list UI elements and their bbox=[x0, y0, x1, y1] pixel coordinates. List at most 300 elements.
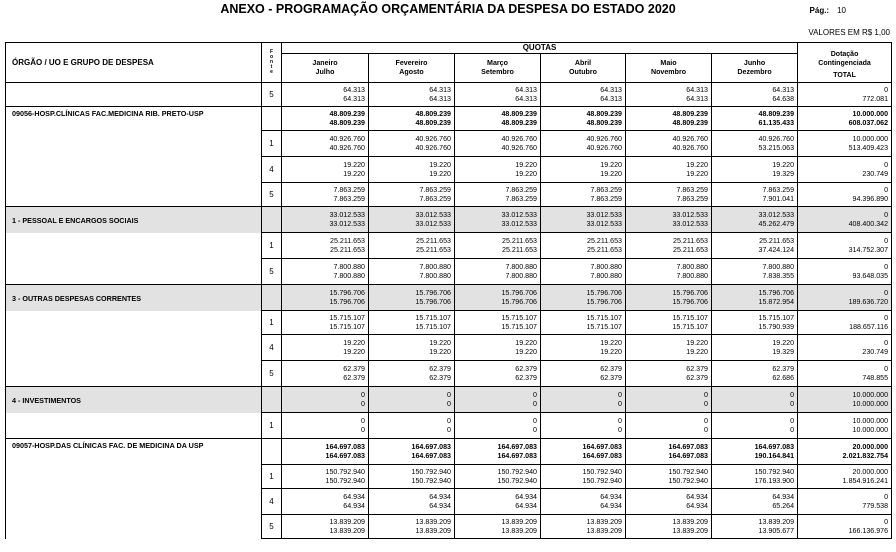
value-second-semester: 0 bbox=[361, 425, 365, 434]
quota-cell bbox=[626, 83, 712, 107]
row-fonte bbox=[262, 285, 282, 311]
value-second-semester: 150.792.940 bbox=[668, 476, 708, 485]
value-first-semester: 164.697.083 bbox=[668, 442, 708, 451]
value-second-semester: 7.800.880 bbox=[333, 271, 365, 280]
quota-cell bbox=[712, 207, 798, 233]
row-fonte: 4 bbox=[262, 335, 282, 361]
value-second-semester: 1.854.916.241 bbox=[842, 476, 889, 485]
value-second-semester: 15.796.706 bbox=[501, 297, 537, 306]
value-first-semester: 150.792.940 bbox=[754, 467, 795, 476]
header-orgao: ÓRGÃO / UO E GRUPO DE DESPESA bbox=[6, 43, 262, 83]
value-second-semester: 7.800.880 bbox=[676, 271, 708, 280]
value-second-semester: 64.934 bbox=[343, 501, 365, 510]
value-second-semester: 48.809.239 bbox=[501, 118, 537, 127]
row-fonte: 4 bbox=[262, 489, 282, 515]
value-first-semester: 0 bbox=[790, 390, 795, 399]
value-second-semester: 0 bbox=[704, 425, 708, 434]
quota-cell bbox=[541, 489, 626, 515]
quota-cell bbox=[282, 489, 369, 515]
header-month-1: Janeiro Julho bbox=[282, 54, 369, 83]
quota-cell bbox=[541, 465, 626, 489]
quota-cell bbox=[541, 361, 626, 387]
quota-cell bbox=[455, 83, 541, 107]
value-second-semester: 25.211.653 bbox=[416, 245, 451, 254]
dotacao-cell bbox=[798, 183, 892, 207]
value-second-semester: 7.838.355 bbox=[762, 271, 795, 280]
quota-cell bbox=[626, 107, 712, 131]
value-second-semester: 62.379 bbox=[686, 373, 708, 382]
quota-cell bbox=[455, 107, 541, 131]
value-second-semester: 164.697.083 bbox=[411, 451, 451, 460]
value-first-semester: 33.012.533 bbox=[501, 210, 537, 219]
value-first-semester: 0 bbox=[447, 416, 451, 425]
value-second-semester: 13.839.209 bbox=[501, 526, 537, 535]
value-first-semester: 64.934 bbox=[772, 492, 795, 501]
dotacao-cell bbox=[798, 515, 892, 539]
value-first-semester: 150.792.940 bbox=[497, 467, 537, 476]
value-first-semester: 0 bbox=[884, 185, 889, 194]
value-second-semester: 15.796.706 bbox=[586, 297, 622, 306]
quota-cell bbox=[282, 83, 369, 107]
quota-cell bbox=[455, 465, 541, 489]
table-row bbox=[6, 107, 892, 131]
quota-cell bbox=[541, 107, 626, 131]
value-second-semester: 64.313 bbox=[343, 94, 365, 103]
value-first-semester: 7.800.880 bbox=[590, 262, 622, 271]
row-label bbox=[6, 83, 262, 107]
value-second-semester: 40.926.760 bbox=[672, 143, 708, 152]
quota-cell bbox=[626, 515, 712, 539]
value-second-semester: 64.934 bbox=[429, 501, 451, 510]
header-month-2: Fevereiro Agosto bbox=[369, 54, 455, 83]
value-second-semester: 64.313 bbox=[600, 94, 622, 103]
quota-cell bbox=[626, 131, 712, 157]
quota-cell bbox=[455, 285, 541, 311]
table-row bbox=[6, 233, 892, 259]
value-first-semester: 48.809.239 bbox=[758, 109, 795, 118]
value-second-semester: 7.901.041 bbox=[762, 194, 795, 203]
quota-cell bbox=[541, 131, 626, 157]
value-second-semester: 33.012.533 bbox=[329, 219, 365, 228]
value-second-semester: 15.790.939 bbox=[758, 322, 795, 331]
value-second-semester: 19.220 bbox=[343, 169, 365, 178]
dotacao-cell bbox=[798, 311, 892, 335]
quota-cell bbox=[282, 439, 369, 465]
quota-cell bbox=[455, 207, 541, 233]
value-first-semester: 25.211.653 bbox=[673, 236, 708, 245]
value-first-semester: 0 bbox=[704, 416, 708, 425]
value-second-semester: 64.638 bbox=[772, 94, 795, 103]
value-first-semester: 150.792.940 bbox=[668, 467, 708, 476]
row-fonte: 1 bbox=[262, 311, 282, 335]
quota-cell bbox=[369, 387, 455, 413]
row-label bbox=[6, 233, 262, 259]
value-first-semester: 64.934 bbox=[429, 492, 451, 501]
value-second-semester: 64.313 bbox=[515, 94, 537, 103]
value-first-semester: 7.863.259 bbox=[333, 185, 365, 194]
page-label: Pág.: bbox=[809, 6, 830, 15]
value-second-semester: 7.863.259 bbox=[505, 194, 537, 203]
quota-cell bbox=[541, 285, 626, 311]
quota-cell bbox=[369, 207, 455, 233]
value-second-semester: 19.220 bbox=[515, 169, 537, 178]
quota-cell bbox=[712, 387, 798, 413]
quota-cell bbox=[369, 233, 455, 259]
value-first-semester: 64.934 bbox=[515, 492, 537, 501]
value-second-semester: 408.400.342 bbox=[848, 219, 889, 228]
value-first-semester: 19.220 bbox=[429, 338, 451, 347]
value-second-semester: 19.329 bbox=[772, 169, 795, 178]
row-fonte bbox=[262, 207, 282, 233]
row-fonte bbox=[262, 107, 282, 131]
value-second-semester: 164.697.083 bbox=[325, 451, 365, 460]
value-second-semester: 15.715.107 bbox=[586, 322, 622, 331]
value-second-semester: 748.855 bbox=[862, 373, 889, 382]
quota-cell bbox=[712, 489, 798, 515]
value-first-semester: 13.839.209 bbox=[586, 517, 622, 526]
value-second-semester: 7.863.259 bbox=[676, 194, 708, 203]
value-second-semester: 37.424.124 bbox=[758, 245, 795, 254]
table-row bbox=[6, 335, 892, 361]
value-first-semester: 33.012.533 bbox=[415, 210, 451, 219]
quota-cell bbox=[541, 259, 626, 285]
value-second-semester: 53.215.063 bbox=[758, 143, 795, 152]
quota-cell bbox=[626, 439, 712, 465]
value-first-semester: 64.313 bbox=[686, 85, 708, 94]
value-first-semester: 7.863.259 bbox=[676, 185, 708, 194]
value-second-semester: 48.809.239 bbox=[586, 118, 622, 127]
quota-cell bbox=[369, 465, 455, 489]
value-first-semester: 7.863.259 bbox=[590, 185, 622, 194]
quota-cell bbox=[455, 413, 541, 439]
value-first-semester: 0 bbox=[884, 517, 889, 526]
quota-cell bbox=[712, 413, 798, 439]
header-fonte bbox=[262, 43, 282, 83]
fonte-header-letter: o bbox=[269, 54, 274, 60]
quota-cell bbox=[369, 131, 455, 157]
value-second-semester: 25.211.653 bbox=[673, 245, 708, 254]
value-first-semester: 15.715.107 bbox=[501, 313, 537, 322]
dotacao-cell bbox=[798, 413, 892, 439]
value-first-semester: 40.926.760 bbox=[415, 134, 451, 143]
quota-cell bbox=[455, 157, 541, 183]
row-label bbox=[6, 131, 262, 157]
value-first-semester: 33.012.533 bbox=[758, 210, 795, 219]
value-first-semester: 64.313 bbox=[515, 85, 537, 94]
quota-cell bbox=[712, 131, 798, 157]
value-second-semester: 13.905.677 bbox=[758, 526, 795, 535]
value-second-semester: 15.715.107 bbox=[329, 322, 365, 331]
row-label: 1 - PESSOAL E ENCARGOS SOCIAIS bbox=[6, 207, 262, 233]
value-first-semester: 40.926.760 bbox=[586, 134, 622, 143]
row-fonte: 5 bbox=[262, 83, 282, 107]
quota-cell bbox=[282, 311, 369, 335]
value-first-semester: 10.000.000 bbox=[852, 134, 889, 143]
value-first-semester: 62.379 bbox=[772, 364, 795, 373]
value-first-semester: 64.934 bbox=[343, 492, 365, 501]
value-first-semester: 15.715.107 bbox=[415, 313, 451, 322]
value-second-semester: 25.211.653 bbox=[502, 245, 537, 254]
value-first-semester: 13.839.209 bbox=[758, 517, 795, 526]
value-first-semester: 15.796.706 bbox=[501, 288, 537, 297]
quota-cell bbox=[369, 413, 455, 439]
quota-cell bbox=[455, 515, 541, 539]
value-first-semester: 33.012.533 bbox=[329, 210, 365, 219]
value-first-semester: 62.379 bbox=[686, 364, 708, 373]
row-fonte: 1 bbox=[262, 413, 282, 439]
row-fonte bbox=[262, 439, 282, 465]
table-row bbox=[6, 183, 892, 207]
quota-cell bbox=[369, 157, 455, 183]
value-second-semester: 15.796.706 bbox=[672, 297, 708, 306]
value-second-semester: 0 bbox=[618, 399, 622, 408]
value-first-semester: 0 bbox=[361, 390, 365, 399]
value-second-semester: 93.648.035 bbox=[852, 271, 889, 280]
value-second-semester: 25.211.653 bbox=[330, 245, 365, 254]
header-month-6: Junho Dezembro bbox=[712, 54, 798, 83]
row-label bbox=[6, 465, 262, 489]
quota-cell bbox=[626, 361, 712, 387]
quota-cell bbox=[282, 515, 369, 539]
value-second-semester: 608.037.062 bbox=[848, 118, 889, 127]
quota-cell bbox=[626, 335, 712, 361]
value-first-semester: 40.926.760 bbox=[758, 134, 795, 143]
quota-cell bbox=[455, 439, 541, 465]
row-label: 3 - OUTRAS DESPESAS CORRENTES bbox=[6, 285, 262, 311]
value-first-semester: 15.796.706 bbox=[672, 288, 708, 297]
currency-note: VALORES EM R$ 1,00 bbox=[808, 28, 890, 37]
table-row bbox=[6, 83, 892, 107]
dotacao-cell bbox=[798, 207, 892, 233]
quota-cell bbox=[282, 131, 369, 157]
row-label: 09056-HOSP.CLÍNICAS FAC.MEDICINA RIB. PRETO-USP bbox=[6, 107, 262, 131]
table-row bbox=[6, 361, 892, 387]
value-second-semester: 0 bbox=[447, 425, 451, 434]
value-first-semester: 0 bbox=[884, 313, 889, 322]
value-first-semester: 0 bbox=[618, 390, 622, 399]
value-second-semester: 19.220 bbox=[600, 169, 622, 178]
value-second-semester: 166.136.976 bbox=[848, 526, 889, 535]
value-second-semester: 772.081 bbox=[862, 94, 889, 103]
row-label bbox=[6, 361, 262, 387]
quota-cell bbox=[369, 489, 455, 515]
value-second-semester: 33.012.533 bbox=[672, 219, 708, 228]
value-second-semester: 65.264 bbox=[772, 501, 795, 510]
row-label: 09057-HOSP.DAS CLÍNICAS FAC. DE MEDICINA DA USP bbox=[6, 439, 262, 465]
value-first-semester: 62.379 bbox=[343, 364, 365, 373]
quota-cell bbox=[369, 439, 455, 465]
row-label bbox=[6, 259, 262, 285]
quota-cell bbox=[712, 83, 798, 107]
value-second-semester: 164.697.083 bbox=[582, 451, 622, 460]
value-first-semester: 48.809.239 bbox=[415, 109, 451, 118]
header-month-5: Maio Novembro bbox=[626, 54, 712, 83]
value-second-semester: 62.379 bbox=[429, 373, 451, 382]
quota-cell bbox=[541, 207, 626, 233]
row-label bbox=[6, 413, 262, 439]
value-first-semester: 19.220 bbox=[600, 338, 622, 347]
value-first-semester: 62.379 bbox=[515, 364, 537, 373]
value-second-semester: 0 bbox=[533, 425, 537, 434]
value-second-semester: 33.012.533 bbox=[586, 219, 622, 228]
value-second-semester: 513.409.423 bbox=[848, 143, 889, 152]
value-second-semester: 13.839.209 bbox=[586, 526, 622, 535]
value-second-semester: 13.839.209 bbox=[672, 526, 708, 535]
value-second-semester: 2.021.832.754 bbox=[842, 451, 889, 460]
fonte-header-letter: F bbox=[269, 49, 274, 55]
value-second-semester: 62.379 bbox=[600, 373, 622, 382]
value-first-semester: 64.934 bbox=[600, 492, 622, 501]
quota-cell bbox=[541, 387, 626, 413]
quota-cell bbox=[282, 361, 369, 387]
value-first-semester: 25.211.653 bbox=[330, 236, 365, 245]
value-second-semester: 7.863.259 bbox=[419, 194, 451, 203]
quota-cell bbox=[712, 311, 798, 335]
value-second-semester: 64.934 bbox=[515, 501, 537, 510]
value-first-semester: 13.839.209 bbox=[672, 517, 708, 526]
quota-cell bbox=[541, 311, 626, 335]
table-row bbox=[6, 157, 892, 183]
dotacao-cell bbox=[798, 335, 892, 361]
quota-cell bbox=[282, 183, 369, 207]
value-second-semester: 188.657.116 bbox=[849, 322, 889, 331]
value-second-semester: 19.220 bbox=[686, 347, 708, 356]
value-first-semester: 25.211.653 bbox=[587, 236, 622, 245]
row-fonte: 5 bbox=[262, 515, 282, 539]
value-first-semester: 33.012.533 bbox=[586, 210, 622, 219]
quota-cell bbox=[455, 233, 541, 259]
value-first-semester: 64.934 bbox=[686, 492, 708, 501]
row-label bbox=[6, 489, 262, 515]
quota-cell bbox=[712, 233, 798, 259]
quota-cell bbox=[282, 259, 369, 285]
value-first-semester: 7.800.880 bbox=[419, 262, 451, 271]
value-first-semester: 0 bbox=[884, 364, 889, 373]
value-second-semester: 19.329 bbox=[772, 347, 795, 356]
header-dotacao: Dotação Contingenciada TOTAL bbox=[798, 43, 892, 83]
quota-cell bbox=[541, 83, 626, 107]
table-row bbox=[6, 259, 892, 285]
value-first-semester: 0 bbox=[618, 416, 622, 425]
quota-cell bbox=[282, 233, 369, 259]
value-second-semester: 62.686 bbox=[772, 373, 795, 382]
value-first-semester: 15.715.107 bbox=[329, 313, 365, 322]
value-first-semester: 19.220 bbox=[343, 338, 365, 347]
quota-cell bbox=[455, 489, 541, 515]
value-first-semester: 0 bbox=[884, 288, 889, 297]
quota-cell bbox=[626, 207, 712, 233]
value-second-semester: 230.749 bbox=[862, 347, 889, 356]
value-second-semester: 0 bbox=[533, 399, 537, 408]
value-second-semester: 40.926.760 bbox=[415, 143, 451, 152]
value-second-semester: 7.863.259 bbox=[333, 194, 365, 203]
value-second-semester: 64.313 bbox=[429, 94, 451, 103]
value-first-semester: 0 bbox=[884, 262, 889, 271]
quota-cell bbox=[626, 413, 712, 439]
value-second-semester: 48.809.239 bbox=[672, 118, 708, 127]
quota-cell bbox=[712, 439, 798, 465]
row-fonte: 1 bbox=[262, 233, 282, 259]
quota-cell bbox=[541, 233, 626, 259]
value-second-semester: 19.220 bbox=[686, 169, 708, 178]
value-second-semester: 45.262.479 bbox=[758, 219, 795, 228]
value-second-semester: 15.715.107 bbox=[415, 322, 451, 331]
quota-cell bbox=[369, 361, 455, 387]
page-indicator bbox=[810, 6, 846, 15]
value-first-semester: 15.796.706 bbox=[758, 288, 795, 297]
row-label bbox=[6, 311, 262, 335]
value-first-semester: 64.313 bbox=[429, 85, 451, 94]
quota-cell bbox=[369, 183, 455, 207]
value-first-semester: 0 bbox=[884, 85, 889, 94]
quota-cell bbox=[369, 83, 455, 107]
value-first-semester: 19.220 bbox=[772, 160, 795, 169]
value-first-semester: 64.313 bbox=[772, 85, 795, 94]
value-second-semester: 0 bbox=[790, 399, 795, 408]
quota-cell bbox=[712, 335, 798, 361]
value-first-semester: 150.792.940 bbox=[582, 467, 622, 476]
row-label bbox=[6, 157, 262, 183]
value-first-semester: 0 bbox=[790, 416, 795, 425]
table-row bbox=[6, 311, 892, 335]
value-first-semester: 164.697.083 bbox=[497, 442, 537, 451]
quota-cell bbox=[455, 335, 541, 361]
dotacao-cell bbox=[798, 131, 892, 157]
value-second-semester: 13.839.209 bbox=[415, 526, 451, 535]
value-second-semester: 25.211.653 bbox=[587, 245, 622, 254]
value-first-semester: 0 bbox=[884, 210, 889, 219]
dotacao-cell bbox=[798, 157, 892, 183]
quota-cell bbox=[626, 233, 712, 259]
value-first-semester: 164.697.083 bbox=[325, 442, 365, 451]
value-first-semester: 0 bbox=[361, 416, 365, 425]
quota-cell bbox=[541, 413, 626, 439]
value-second-semester: 64.934 bbox=[686, 501, 708, 510]
quota-cell bbox=[369, 107, 455, 131]
quota-cell bbox=[712, 157, 798, 183]
value-first-semester: 25.211.653 bbox=[759, 236, 795, 245]
quota-cell bbox=[626, 387, 712, 413]
quota-cell bbox=[626, 311, 712, 335]
value-second-semester: 189.636.720 bbox=[848, 297, 889, 306]
quota-cell bbox=[626, 183, 712, 207]
quota-cell bbox=[541, 439, 626, 465]
value-second-semester: 61.135.433 bbox=[758, 118, 795, 127]
value-second-semester: 13.839.209 bbox=[329, 526, 365, 535]
value-first-semester: 10.000.000 bbox=[852, 416, 889, 425]
quota-cell bbox=[712, 285, 798, 311]
row-label bbox=[6, 515, 262, 539]
value-first-semester: 40.926.760 bbox=[501, 134, 537, 143]
row-label: 4 - INVESTIMENTOS bbox=[6, 387, 262, 413]
value-first-semester: 15.715.107 bbox=[586, 313, 622, 322]
value-first-semester: 19.220 bbox=[772, 338, 795, 347]
value-first-semester: 40.926.760 bbox=[672, 134, 708, 143]
value-first-semester: 64.313 bbox=[343, 85, 365, 94]
quota-cell bbox=[282, 107, 369, 131]
value-first-semester: 15.796.706 bbox=[586, 288, 622, 297]
quota-cell bbox=[455, 361, 541, 387]
value-second-semester: 150.792.940 bbox=[411, 476, 451, 485]
value-second-semester: 7.800.880 bbox=[505, 271, 537, 280]
header-month-4: Abril Outubro bbox=[541, 54, 626, 83]
row-label bbox=[6, 183, 262, 207]
quota-cell bbox=[282, 413, 369, 439]
value-second-semester: 230.749 bbox=[862, 169, 889, 178]
fonte-header-letter: n bbox=[269, 59, 274, 65]
value-second-semester: 19.220 bbox=[429, 347, 451, 356]
value-second-semester: 7.800.880 bbox=[590, 271, 622, 280]
